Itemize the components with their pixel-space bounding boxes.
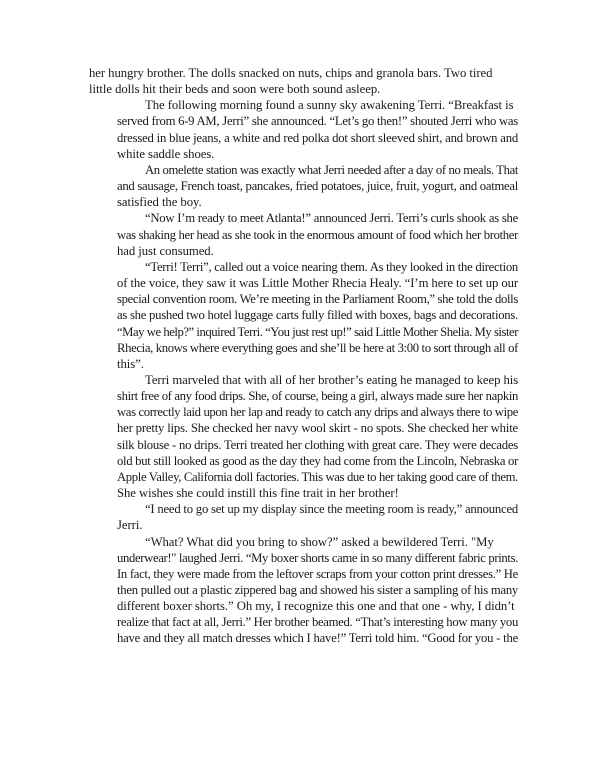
paragraph [89, 372, 519, 501]
text-line: dressed in blue jeans, a white and red polka dot short sleeved shirt, and brown and [117, 130, 518, 145]
text-line: Rhecia, knows where everything goes and she’ll be here at 3:00 to sort through all of [117, 340, 518, 355]
text-line: “Terri! Terri”, called out a voice nearing them. As they looked in the direction [145, 259, 518, 274]
text-line: In fact, they were made from the leftover scraps from your cotton print dresses.” He [117, 566, 518, 581]
paragraph [89, 501, 519, 533]
text-line: and sausage, French toast, pancakes, fried potatoes, juice, fruit, yogurt, and oatmeal [117, 179, 518, 194]
text-line: An omelette station was exactly what Jerri needed after a day of no meals. That [145, 162, 518, 177]
text-line: was correctly laid upon her lap and ready to catch any drips and always there to wipe [117, 405, 518, 420]
text-line: different boxer shorts.” Oh my, I recognize this one and that one - why, I didn’t [117, 599, 515, 614]
text-line: She wishes she could instill this fine trait in her brother! [117, 486, 399, 501]
text-line: shirt free of any food drips. She, of course, being a girl, always made sure her napkin [117, 389, 518, 404]
body-text [89, 65, 519, 647]
text-line: of the voice, they saw it was Little Mother Rhecia Healy. “I’m here to set up our [117, 276, 518, 291]
text-line: had just consumed. [117, 243, 214, 258]
text-line: “What? What did you bring to show?” asked a bewildered Terri. "My [145, 534, 494, 549]
text-line: her hungry brother. The dolls snacked on nuts, chips and granola bars. Two tired [89, 66, 493, 80]
text-line: silk blouse - no drips. Terri treated her clothing with great care. They were decades [117, 437, 518, 452]
text-line: realize that fact at all, Jerri.” Her brother beamed. “That’s interesting how many you [117, 615, 518, 630]
text-line: Jerri. [117, 518, 143, 533]
paragraph [89, 162, 519, 210]
text-line: this”. [117, 356, 144, 371]
text-line: served from 6-9 AM, Jerri” she announced. “Let’s go then!” shouted Jerri who was [117, 114, 518, 129]
paragraph [89, 65, 519, 97]
text-line: white saddle shoes. [117, 146, 215, 161]
text-line: satisfied the boy. [117, 195, 202, 210]
text-line: then pulled out a plastic zippered bag and showed his sister a sampling of his many [117, 583, 518, 597]
text-line: have and they all match dresses which I have!” Terri told him. “Good for you - the [117, 631, 518, 646]
text-line: was shaking her head as she took in the enormous amount of food which her brother [117, 227, 518, 242]
text-line: her pretty lips. She checked her navy wool skirt - no spots. She checked her white [117, 421, 518, 436]
text-line: Apple Valley, California doll factories. This was due to her taking good care of them. [117, 469, 518, 484]
paragraph [89, 210, 519, 258]
text-line: as she pushed two hotel luggage carts fully filled with boxes, bags and decorations. [117, 308, 518, 323]
text-line: “I need to go set up my display since the meeting room is ready,” announced [145, 502, 518, 517]
text-line: special convention room. We’re meeting in the Parliament Room,” she told the dolls [117, 292, 518, 307]
paragraph [89, 97, 519, 162]
text-line: The following morning found a sunny sky awakening Terri. “Breakfast is [145, 98, 514, 113]
text-line: Terri marveled that with all of her brother’s eating he managed to keep his [145, 372, 519, 387]
text-line: old but still looked as good as the day they had come from the Lincoln, Nebraska or [117, 453, 518, 468]
text-line: little dolls hit their beds and soon were both sound asleep. [89, 82, 381, 97]
paragraph [89, 534, 519, 647]
text-line: “Now I’m ready to meet Atlanta!” announced Jerri. Terri’s curls shook as she [145, 211, 518, 226]
text-line: “May we help?” inquired Terri. “You just rest up!” said Little Mother Shelia. My sister [117, 324, 518, 339]
text-line: underwear!" laughed Jerri. “My boxer shorts came in so many different fabric prints. [117, 550, 518, 565]
paragraph [89, 259, 519, 372]
